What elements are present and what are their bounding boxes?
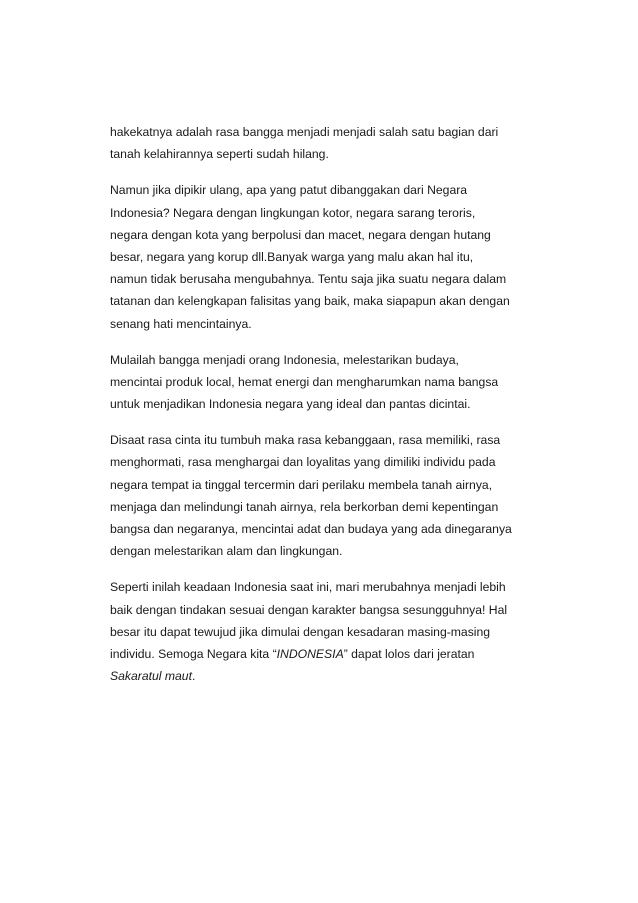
text-line: senang hati mencintainya. <box>110 316 252 331</box>
text-line: baik dengan tindakan sesuai dengan karakter bangsa sesungguhnya! Hal <box>110 602 508 617</box>
text-fragment: ” dapat lolos dari jeratan <box>343 646 475 661</box>
paragraph-2 <box>110 179 550 334</box>
text-line: tatanan dan kelengkapan falisitas yang baik, maka siapapun akan dengan <box>110 294 510 309</box>
text-line: tanah kelahirannya seperti sudah hilang. <box>110 147 329 162</box>
text-line: Mulailah bangga menjadi orang Indonesia, melestarikan budaya, <box>110 352 459 367</box>
italic-emphasis: INDONESIA <box>276 646 344 661</box>
text-line: menjaga dan melindungi tanah airnya, rela berkorban demi kepentingan <box>110 499 499 514</box>
text-line: Indonesia? Negara dengan lingkungan kotor, negara sarang teroris, <box>110 205 476 220</box>
text-line: dengan melestarikan alam dan lingkungan. <box>110 544 343 559</box>
text-line: besar itu dapat tewujud jika dimulai dengan kesadaran masing-masing <box>110 624 491 639</box>
text-line: untuk menjadikan Indonesia negara yang ideal dan pantas dicintai. <box>110 397 471 412</box>
paragraph-1 <box>110 121 550 165</box>
text-fragment: . <box>191 669 196 684</box>
paragraph-5 <box>110 576 550 687</box>
text-line: menghormati, rasa menghargai dan loyalitas yang dimiliki individu pada <box>110 455 496 470</box>
paragraph-4 <box>110 429 550 562</box>
text-line-final <box>110 665 550 687</box>
text-fragment: individu. Semoga Negara kita “ <box>110 646 277 661</box>
text-line: hakekatnya adalah rasa bangga menjadi menjadi salah satu bagian dari <box>110 125 499 139</box>
paragraph-3 <box>110 349 550 416</box>
text-line: besar, negara yang korup dll.Banyak warga yang malu akan hal itu, <box>110 249 474 264</box>
text-line: negara tempat ia tinggal tercermin dari perilaku membela tanah airnya, <box>110 477 493 492</box>
document-body <box>110 121 550 701</box>
text-line: bangsa dan negaranya, mencintai adat dan budaya yang ada dinegaranya <box>110 522 512 536</box>
text-line: negara dengan kota yang berpolusi dan macet, negara dengan hutang <box>110 227 491 242</box>
italic-emphasis: Sakaratul maut <box>110 669 192 684</box>
text-line: Disaat rasa cinta itu tumbuh maka rasa kebanggaan, rasa memiliki, rasa <box>110 433 501 448</box>
text-line: namun tidak berusaha mengubahnya. Tentu saja jika suatu negara dalam <box>110 272 507 287</box>
text-line-closing <box>110 643 550 665</box>
text-line: Seperti inilah keadaan Indonesia saat ini, mari merubahnya menjadi lebih <box>110 580 506 595</box>
text-line: mencintai produk local, hemat energi dan mengharumkan nama bangsa <box>110 374 499 389</box>
text-line: Namun jika dipikir ulang, apa yang patut dibanggakan dari Negara <box>110 183 468 198</box>
